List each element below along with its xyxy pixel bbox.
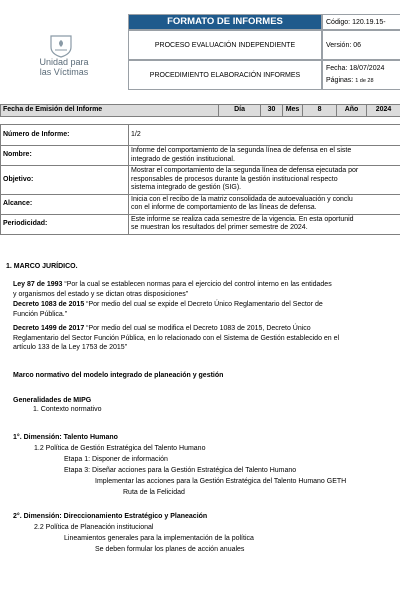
emission-date-label: Fecha de Emisión del Informe (1, 105, 219, 117)
document-date (322, 60, 400, 90)
decree-1083-text: “Por medio del cual se expide el Decreto Único Reglamentario del Sector de (84, 301, 323, 308)
info-value-line: Inicia con el recibo de la matriz consolidada de autoevaluación y conclu (131, 195, 353, 203)
info-value-line: Este informe se realiza cada semestre de la vigencia. En esta oportunid (131, 215, 354, 223)
policy-1-2: 1.2 Política de Gestión Estratégica del Talento Humano (34, 445, 206, 452)
info-row-scope (1, 194, 400, 214)
logo-line1: Unidad para (39, 57, 89, 67)
decree-1083-paragraph (13, 300, 400, 319)
report-info-table (0, 104, 400, 235)
info-row-periodicity (1, 214, 400, 234)
implement-actions: Implementar las acciones para la Gestión Estratégica del Talento Humano GETH (95, 478, 347, 485)
info-value: 1/2 (129, 125, 400, 146)
stage-1: Etapa 1: Disponer de información (64, 456, 168, 463)
dimension-1-heading: 1°. Dimensión: Talento Humano (13, 434, 118, 441)
info-label: Número de Informe: (1, 125, 129, 146)
stage-3: Etapa 3: Diseñar acciones para la Gestión Estratégica del Talento Humano (64, 467, 297, 474)
info-label: Alcance: (1, 194, 129, 214)
decree-1499-paragraph (13, 324, 400, 353)
happiness-route: Ruta de la Felicidad (123, 489, 185, 496)
pages-value: 1 de 28 (355, 78, 374, 84)
logo (48, 34, 74, 58)
logo-text (28, 57, 100, 77)
pages-label: Páginas: (326, 77, 354, 84)
info-value-line: responsables de procesos durante la gestión institucional respecto (131, 175, 338, 183)
info-value-line: sistema integrado de gestión (SIG). (131, 184, 242, 191)
law-87-text-2: y organismos del estado y se dictan otras disposiciones” (13, 290, 189, 298)
coat-of-arms-icon (48, 34, 74, 58)
info-value-line: Informe del comportamiento de la segunda línea de defensa en el siste (131, 147, 352, 154)
format-title: FORMATO DE INFORMES (128, 14, 322, 30)
annual-action-plans: Se deben formular los planes de acción anuales (95, 546, 245, 553)
general-guidelines: Lineamientos generales para la implementación de la política (64, 535, 254, 542)
law-87-text: “Por la cual se establecen normas para el ejercicio del control interno en las entidades (62, 281, 332, 288)
info-label: Periodicidad: (1, 214, 129, 234)
normative-framework-heading: Marco normativo del modelo integrado de planeación y gestión (13, 372, 224, 379)
info-value-line: Mostrar el comportamiento de la segunda línea de defensa ejecutada por (131, 167, 359, 174)
law-87-title: Ley 87 de 1993 (13, 281, 63, 288)
dimension-2-heading: 2°. Dimensión: Direccionamiento Estratégico y Planeación (13, 513, 208, 520)
document-version: Versión: 06 (322, 30, 400, 60)
decree-1083-title: Decreto 1083 de 2015 (13, 301, 85, 308)
info-label: Objetivo: (1, 166, 129, 195)
decree-1499-text-3: artículo 133 de la Ley 1753 de 2015” (13, 344, 128, 351)
decree-1499-title: Decreto 1499 de 2017 (13, 325, 85, 332)
info-value-line: integrado de gestión institucional. (131, 155, 235, 163)
info-row-number (1, 125, 400, 146)
pages-info (326, 75, 400, 87)
decree-1499-text: “Por medio del cual se modifica el Decreto 1083 de 2015, Decreto Único (84, 325, 311, 332)
document-code: Código: 120.19.15- (322, 14, 400, 30)
decree-1499-text-2: Reglamentario del Sector Función Pública, en lo relacionado con el Sistema de Gestión establecido en el (13, 334, 340, 342)
section-title: 1. MARCO JURÍDICO. (6, 263, 78, 270)
mipg-heading: Generalidades de MIPG (13, 397, 92, 404)
info-value-line: se muestran los resultados del primer semestre de 2024. (131, 224, 308, 231)
document-date-text: Fecha: 18/07/2024 (326, 65, 385, 72)
process-name: PROCESO EVALUACIÓN INDEPENDIENTE (128, 30, 322, 60)
info-label: Nombre: (1, 146, 129, 166)
decree-1083-text-2: Función Pública.” (13, 310, 68, 318)
info-value-line: con el informe de comportamiento de las líneas de defensa. (131, 204, 317, 211)
info-row-name (1, 146, 400, 166)
day-label: Día (219, 105, 261, 117)
year-label: Año (337, 105, 367, 117)
procedure-name: PROCEDIMIENTO ELABORACIÓN INFORMES (128, 60, 322, 90)
normative-context-item: 1. Contexto normativo (33, 406, 102, 413)
day-value: 30 (261, 105, 283, 117)
month-value: 8 (303, 105, 337, 117)
law-87-paragraph (13, 280, 400, 299)
policy-2-2: 2.2 Política de Planeación institucional (34, 524, 154, 531)
emission-date-row (1, 105, 400, 117)
info-row-objective (1, 166, 400, 195)
logo-line2: las Víctimas (39, 67, 89, 77)
year-value: 2024 (367, 105, 400, 117)
month-label: Mes (283, 105, 303, 117)
